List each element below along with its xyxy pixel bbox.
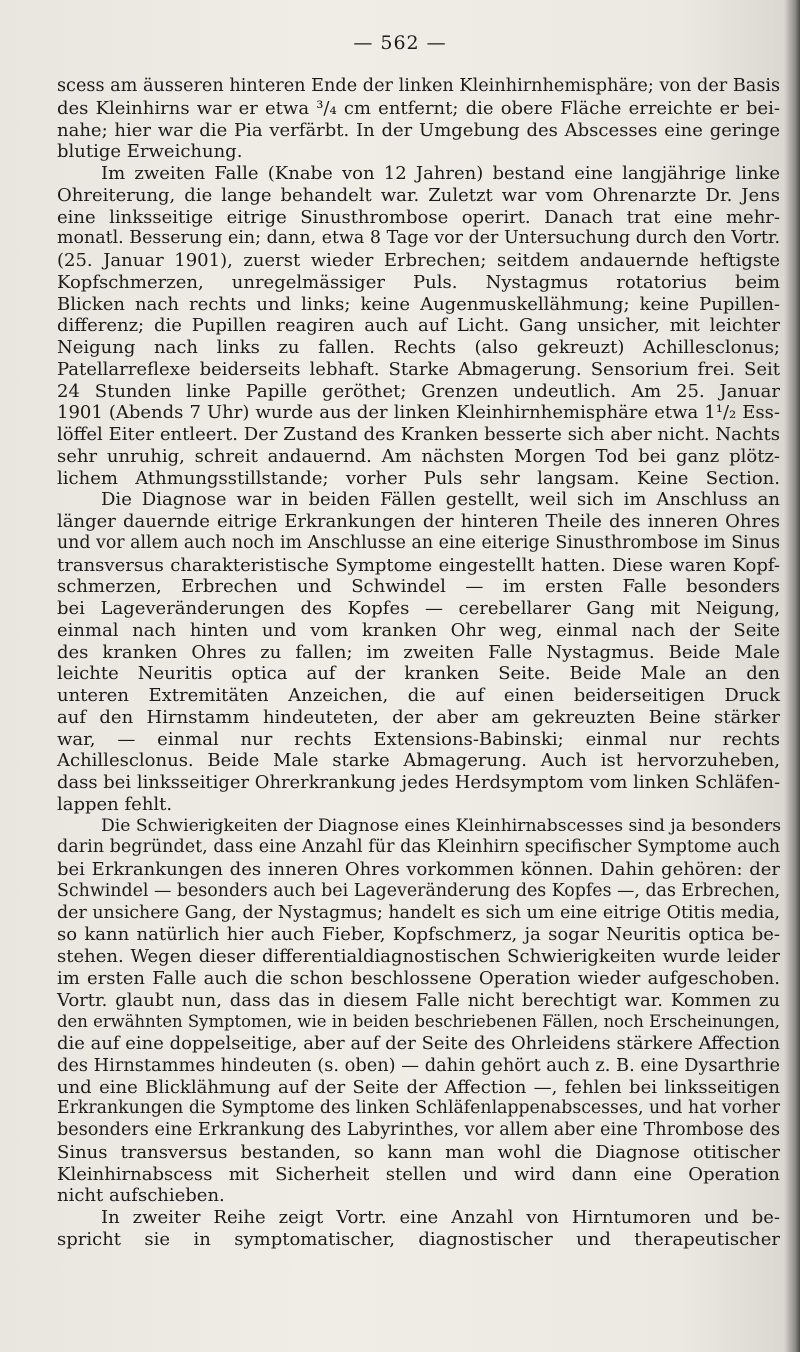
text-line: unteren Extremitäten Anzeichen, die auf einen beiderseitigen Druck (57, 685, 780, 706)
text-line: Neigung nach links zu fallen. Rechts (also gekreuzt) Achillesclonus; (57, 337, 780, 358)
text-line: Kopfschmerzen, unregelmässiger Puls. Nystagmus rotatorius beim (57, 271, 780, 293)
text-line: Achillesclonus. Beide Male starke Abmagerung. Auch ist hervorzuheben, (57, 750, 780, 772)
text-line: Ohreiterung, die lange behandelt war. Zuletzt war vom Ohrenarzte Dr. Jens (57, 184, 780, 206)
text-line: Vortr. glaubt nun, dass das in diesem Falle nicht berechtigt war. Kommen zu (57, 989, 780, 1011)
text-line: Blicken nach rechts und links; keine Augenmuskellähmung; keine Pupillen- (57, 293, 780, 315)
body-text (57, 76, 780, 1251)
text-line: des Hirnstammes hindeuten (s. oben) — dahin gehört auch z. B. eine Dysarthrie (57, 1054, 780, 1076)
text-line: Die Schwierigkeiten der Diagnose eines Kleinhirnabscesses sind ja besonders (101, 815, 782, 836)
text-line: stehen. Wegen dieser differentialdiagnostischen Schwierigkeiten wurde leider (57, 946, 780, 967)
text-line: eine linksseitige eitrige Sinusthrombose operirt. Danach trat eine mehr- (57, 206, 780, 228)
text-line: blutige Erweichung. (57, 141, 243, 163)
page-edge-shadow (784, 0, 800, 1352)
text-line: und eine Blicklähmung auf der Seite der Affection —, fehlen bei linksseitigen (57, 1076, 780, 1098)
text-line: löffel Eiter entleert. Der Zustand des Kranken besserte sich aber nicht. Nachts (57, 424, 780, 445)
text-line: sehr unruhig, schreit andauernd. Am nächsten Morgen Tod bei ganz plötz- (57, 445, 780, 467)
text-line: 1901 (Abends 7 Uhr) wurde aus der linken Kleinhirnhemisphäre etwa 1¹/₂ Ess- (57, 402, 780, 424)
text-line: Erkrankungen die Symptome des linken Schläfenlappenabscesses, und hat vorher (57, 1098, 780, 1119)
text-line: so kann natürlich hier auch Fieber, Kopfschmerz, ja sogar Neuritis optica be- (57, 924, 780, 946)
text-line: war, — einmal nur rechts Extensions-Babinski; einmal nur rechts (57, 728, 780, 750)
page-number: — 562 — (353, 32, 447, 54)
text-line: monatl. Besserung ein; dann, etwa 8 Tage vor der Untersuchung durch den Vortr. (57, 228, 780, 249)
text-line: spricht sie in symptomatischer, diagnostischer und therapeutischer (57, 1228, 780, 1250)
text-line: dass bei linksseitiger Ohrerkrankung jedes Herdsymptom vom linken Schläfen- (57, 772, 780, 793)
text-line: nahe; hier war die Pia verfärbt. In der Umgebung des Abscesses eine geringe (57, 119, 780, 141)
text-line: der unsichere Gang, der Nystagmus; handelt es sich um eine eitrige Otitis media, (57, 902, 780, 923)
text-line: im ersten Falle auch die schon beschlossene Operation wieder aufgeschoben. (57, 967, 780, 989)
text-line: einmal nach hinten und vom kranken Ohr weg, einmal nach der Seite (57, 619, 780, 641)
text-line: Patellarreflexe beiderseits lebhaft. Starke Abmagerung. Sensorium frei. Seit (57, 358, 780, 380)
text-line: des kranken Ohres zu fallen; im zweiten Falle Nystagmus. Beide Male (57, 641, 780, 663)
text-line: transversus charakteristische Symptome eingestellt hatten. Diese waren Kopf- (57, 554, 780, 576)
text-line: lappen fehlt. (57, 793, 173, 815)
text-line: (25. Januar 1901), zuerst wieder Erbrechen; seitdem andauernde heftigste (57, 250, 780, 271)
text-line: Im zweiten Falle (Knabe von 12 Jahren) bestand eine langjährige linke (101, 163, 780, 184)
text-line: bei Erkrankungen des inneren Ohres vorkommen können. Dahin gehören: der (57, 859, 780, 880)
text-line: differenz; die Pupillen reagiren auch auf Licht. Gang unsicher, mit leichter (57, 315, 780, 337)
text-line: auf den Hirnstamm hindeuteten, der aber am gekreuzten Beine stärker (57, 706, 780, 728)
text-line: Sinus transversus bestanden, so kann man wohl die Diagnose otitischer (57, 1141, 780, 1163)
text-line: In zweiter Reihe zeigt Vortr. eine Anzahl von Hirntumoren und be- (101, 1207, 780, 1228)
text-line: des Kleinhirns war er etwa ³/₄ cm entfernt; die obere Fläche erreichte er bei- (57, 97, 780, 119)
text-line: lichem Athmungsstillstande; vorher Puls sehr langsam. Keine Section. (57, 467, 780, 489)
text-line: und vor allem auch noch im Anschlusse an eine eiterige Sinusthrombose im Sinus (57, 532, 780, 553)
text-line: Kleinhirnabscess mit Sicherheit stellen und wird dann eine Operation (57, 1163, 780, 1185)
text-line: besonders eine Erkrankung des Labyrinthes, vor allem aber eine Thrombose des (57, 1120, 780, 1140)
text-line: Schwindel — besonders auch bei Lageveränderung des Kopfes —, das Erbrechen, (57, 880, 781, 901)
text-line: die auf eine doppelseitige, aber auf der Seite des Ohrleidens stärkere Affection (57, 1033, 780, 1054)
text-line: länger dauernde eitrige Erkrankungen der hinteren Theile des inneren Ohres (57, 511, 780, 532)
text-line: Die Diagnose war in beiden Fällen gestellt, weil sich im Anschluss an (101, 489, 780, 511)
text-line: darin begründet, dass eine Anzahl für das Kleinhirn specifischer Symptome auch (57, 837, 780, 858)
text-line: den erwähnten Symptomen, wie in beiden beschriebenen Fällen, noch Erscheinungen, (57, 1012, 780, 1032)
text-line: nicht aufschieben. (57, 1185, 225, 1207)
text-line: bei Lageveränderungen des Kopfes — cerebellarer Gang mit Neigung, (57, 598, 780, 619)
text-line: schmerzen, Erbrechen und Schwindel — im ersten Falle besonders (57, 576, 780, 598)
text-line: leichte Neuritis optica auf der kranken Seite. Beide Male an den (57, 663, 780, 685)
text-line: scess am äusseren hinteren Ende der linken Kleinhirnhemisphäre; von der Basis (57, 76, 781, 96)
text-line: 24 Stunden linke Papille geröthet; Grenzen undeutlich. Am 25. Januar (57, 380, 780, 402)
